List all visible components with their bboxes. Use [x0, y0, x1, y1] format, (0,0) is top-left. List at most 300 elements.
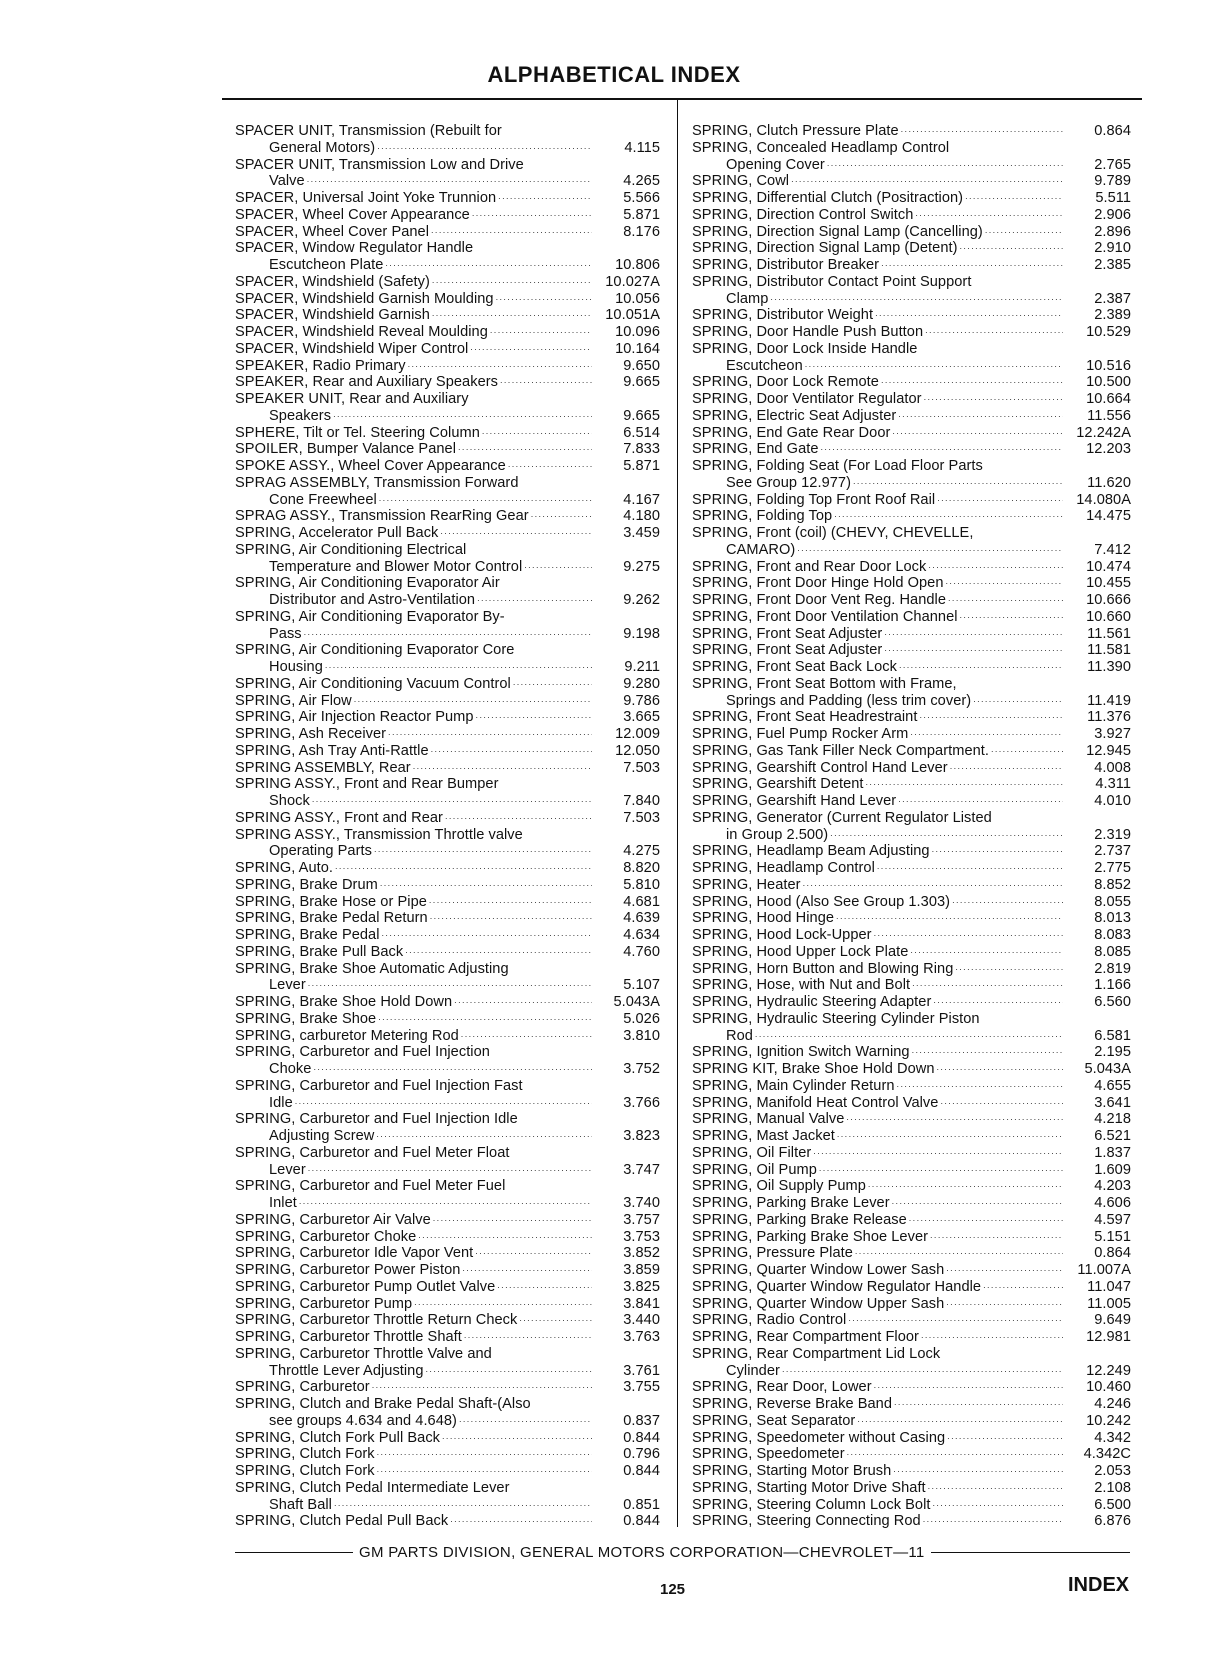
entry-number: 11.005	[1087, 1295, 1131, 1312]
index-entry	[235, 257, 660, 274]
leader-dots	[380, 877, 592, 892]
index-entry	[235, 1028, 660, 1045]
entry-text: SPRING, Carburetor and Fuel Injection Idle	[235, 1111, 518, 1128]
entry-number: 10.529	[1086, 324, 1131, 340]
leader-dots	[952, 894, 1063, 909]
index-entry	[692, 994, 1131, 1011]
index-entry	[235, 324, 660, 341]
leader-dots	[991, 743, 1063, 758]
entry-text: Throttle Lever Adjusting	[269, 1362, 424, 1379]
entry-number: 1.166	[1094, 977, 1131, 994]
index-entry	[692, 173, 1131, 190]
index-entry	[235, 877, 660, 894]
entry-number: 7.412	[1094, 541, 1131, 558]
entry-text: SPRING ASSY., Transmission Throttle valve	[235, 826, 523, 843]
leader-dots	[519, 1312, 592, 1327]
index-entry	[692, 1463, 1131, 1480]
entry-number: 7.503	[623, 809, 660, 826]
entry-text: SPRING, Brake Hose or Pipe	[235, 893, 427, 910]
index-entry	[235, 274, 660, 291]
leader-dots	[819, 1162, 1063, 1177]
entry-text: SPRING, Quarter Window Lower Sash	[692, 1262, 945, 1278]
index-entry	[235, 793, 660, 810]
leader-dots	[440, 525, 592, 540]
entry-number: 3.747	[623, 1161, 660, 1178]
entry-number: 3.852	[623, 1245, 660, 1262]
leader-dots	[866, 776, 1063, 791]
entry-text: Shock	[269, 793, 310, 809]
leader-dots	[379, 492, 592, 507]
entry-text: SPRING, Gearshift Control Hand Lever	[692, 759, 948, 776]
entry-text: Pass	[269, 625, 302, 642]
entry-number: 0.796	[623, 1446, 660, 1463]
entry-text: SPRING, Clutch Pedal Intermediate Lever	[235, 1479, 510, 1496]
entry-text: SPRING, Carburetor and Fuel Meter Fuel	[235, 1178, 506, 1195]
leader-dots	[497, 1279, 592, 1294]
entry-text: SPRING, Air Conditioning Evaporator Core	[235, 642, 515, 659]
leader-dots	[476, 709, 592, 724]
entry-text: SPRING, Gas Tank Filler Neck Compartment.	[692, 742, 989, 759]
leader-dots	[881, 374, 1063, 389]
entry-text: Temperature and Blower Motor Control	[269, 558, 523, 575]
entry-text: SPRING, Carburetor Power Piston	[235, 1262, 461, 1278]
entry-text: SPRING, Front Door Hinge Hold Open	[692, 575, 944, 592]
leader-dots	[490, 324, 592, 339]
leader-dots	[960, 609, 1063, 624]
leader-dots	[431, 743, 592, 758]
entry-number: 3.823	[623, 1128, 660, 1144]
entry-number: 2.319	[1094, 826, 1131, 843]
entry-number: 11.007A	[1077, 1262, 1131, 1278]
entry-number: 1.837	[1094, 1144, 1131, 1161]
index-entry	[692, 1178, 1131, 1195]
index-entry	[692, 1413, 1131, 1430]
entry-text: SPRING, Headlamp Beam Adjusting	[692, 843, 930, 860]
entry-text: SPRING, Front Seat Adjuster	[692, 642, 883, 659]
title-rule	[222, 98, 1142, 100]
entry-text: SPRING, Hydraulic Steering Cylinder Piston	[692, 1010, 980, 1027]
leader-dots	[433, 1212, 592, 1227]
index-entry	[235, 1296, 660, 1313]
leader-dots	[500, 374, 592, 389]
leader-dots	[855, 1245, 1063, 1260]
index-entry	[235, 609, 660, 626]
leader-dots	[531, 508, 592, 523]
index-entry	[692, 391, 1131, 408]
leader-dots	[472, 207, 592, 222]
index-entry	[692, 743, 1131, 760]
entry-number: 2.108	[1094, 1479, 1131, 1496]
entry-number: 5.511	[1095, 190, 1131, 206]
entry-number: 1.609	[1094, 1161, 1131, 1178]
leader-dots	[898, 793, 1063, 808]
leader-dots	[304, 626, 592, 641]
index-entry	[235, 559, 660, 576]
entry-text: SPRING, Carburetor Throttle Return Check	[235, 1312, 518, 1329]
entry-text: Speakers	[269, 407, 332, 424]
index-entry	[235, 1396, 660, 1413]
entry-number: 3.665	[623, 709, 660, 726]
index-entry	[692, 1480, 1131, 1497]
entry-number: 10.806	[615, 257, 660, 273]
leader-dots	[950, 760, 1063, 775]
entry-text: SPRING, Steering Column Lock Bolt	[692, 1496, 931, 1513]
entry-text: SPRING, Front Door Vent Reg. Handle	[692, 592, 947, 608]
index-entry	[235, 1111, 660, 1128]
entry-text: Choke	[269, 1061, 312, 1077]
index-entry	[235, 860, 660, 877]
entry-text: SPRING, Quarter Window Upper Sash	[692, 1295, 945, 1312]
entry-text: SPRING, Front (coil) (CHEVY, CHEVELLE,	[692, 525, 974, 541]
entry-text: SPRING, Air Conditioning Electrical	[235, 541, 467, 558]
index-entry	[692, 458, 1131, 475]
entry-text: SPRING, Door Handle Push Button	[692, 324, 924, 340]
index-entry	[692, 676, 1131, 693]
entry-number: 2.195	[1094, 1044, 1131, 1061]
entry-text: SPACER, Windshield Garnish	[235, 307, 430, 324]
index-entry	[235, 123, 660, 140]
entry-number: 5.151	[1094, 1228, 1131, 1245]
index-entry	[235, 1480, 660, 1497]
entry-number: 12.249	[1086, 1362, 1131, 1379]
entry-text: Housing	[269, 659, 323, 675]
leader-dots	[308, 977, 592, 992]
leader-dots	[413, 760, 592, 775]
leader-dots	[313, 1061, 592, 1076]
index-entry	[235, 810, 660, 827]
leader-dots	[462, 1262, 592, 1277]
leader-dots	[884, 626, 1063, 641]
entry-number: 3.761	[623, 1362, 660, 1379]
entry-number: 4.311	[1095, 776, 1131, 793]
entry-text: SPRING, Electric Seat Adjuster	[692, 407, 897, 424]
index-entry	[692, 894, 1131, 911]
entry-number: 4.008	[1094, 759, 1131, 776]
entry-text: SPRING, Brake Pedal	[235, 927, 380, 943]
entry-text: SPRING, Generator (Current Regulator Listed	[692, 809, 992, 826]
entry-text: SPRING, Clutch Fork	[235, 1463, 375, 1479]
leader-dots	[830, 827, 1063, 842]
entry-text: SPRING, Radio Control	[692, 1312, 847, 1329]
index-entry	[235, 1312, 660, 1329]
index-entry	[235, 307, 660, 324]
entry-number: 10.027A	[605, 273, 660, 290]
index-entry	[692, 877, 1131, 894]
entry-number: 3.459	[623, 525, 660, 541]
index-entry	[235, 240, 660, 257]
entry-number: 10.164	[615, 340, 660, 357]
entry-number: 12.009	[615, 726, 660, 742]
column-divider	[677, 100, 678, 1527]
entry-number: 3.753	[623, 1228, 660, 1245]
index-entry	[235, 341, 660, 358]
leader-dots	[791, 173, 1063, 188]
entry-text: SPOKE ASSY., Wheel Cover Appearance	[235, 458, 506, 474]
leader-dots	[430, 910, 592, 925]
entry-number: 4.246	[1094, 1396, 1131, 1412]
entry-text: SPRING, Rear Door, Lower	[692, 1379, 872, 1396]
index-entry	[235, 1413, 660, 1430]
entry-number: 4.606	[1094, 1195, 1131, 1211]
index-entry	[235, 676, 660, 693]
entry-number: 4.275	[623, 843, 660, 860]
index-column-left	[235, 123, 660, 1530]
index-entry	[235, 224, 660, 241]
entry-number: 3.440	[623, 1312, 660, 1329]
index-entry	[235, 1044, 660, 1061]
page-title: ALPHABETICAL INDEX	[487, 62, 741, 87]
index-entry	[692, 324, 1131, 341]
entry-number: 11.620	[1087, 474, 1131, 491]
entry-text: SPRING ASSY., Front and Rear	[235, 809, 443, 826]
leader-dots	[973, 693, 1063, 708]
leader-dots	[454, 994, 592, 1009]
entry-text: SPRING, Hood Upper Lock Plate	[692, 943, 909, 960]
index-entry	[692, 1229, 1131, 1246]
index-entry	[235, 1061, 660, 1078]
entry-number: 3.641	[1094, 1094, 1131, 1111]
index-entry	[692, 760, 1131, 777]
index-entry	[235, 977, 660, 994]
entry-number: 9.649	[1094, 1312, 1131, 1329]
index-entry	[235, 1513, 660, 1530]
entry-text: Rod	[726, 1027, 753, 1044]
leader-dots	[893, 1463, 1063, 1478]
entry-text: SPRING, Brake Shoe Hold Down	[235, 994, 453, 1010]
leader-dots	[912, 1044, 1063, 1059]
leader-dots	[881, 257, 1063, 272]
entry-number: 5.871	[623, 458, 660, 474]
leader-dots	[910, 944, 1063, 959]
entry-number: 4.167	[623, 491, 660, 508]
entry-number: 2.906	[1094, 206, 1131, 223]
entry-text: SPRING, Quarter Window Regulator Handle	[692, 1278, 982, 1295]
entry-text: SPRING, Front and Rear Door Lock	[692, 558, 927, 575]
leader-dots	[385, 257, 592, 272]
leader-dots	[821, 441, 1063, 456]
entry-number: 0.864	[1094, 123, 1131, 139]
leader-dots	[919, 709, 1063, 724]
entry-number: 0.864	[1094, 1245, 1131, 1262]
index-entry	[235, 642, 660, 659]
entry-text: SPRING, Parking Brake Lever	[692, 1195, 890, 1211]
entry-number: 3.763	[623, 1329, 660, 1345]
entry-text: SPRING, Carburetor Choke	[235, 1228, 417, 1245]
entry-text: SPRING, Auto.	[235, 860, 333, 876]
index-entry	[235, 157, 660, 174]
entry-text: SPRING, Carburetor	[235, 1379, 370, 1396]
leader-dots	[374, 843, 592, 858]
index-entry	[692, 1061, 1131, 1078]
leader-dots	[928, 559, 1063, 574]
entry-text: SPRING, Air Conditioning Evaporator Air	[235, 575, 500, 592]
entry-number: 9.786	[623, 692, 660, 709]
entry-number: 3.927	[1094, 726, 1131, 742]
entry-number: 14.475	[1086, 508, 1131, 525]
entry-number: 0.844	[623, 1463, 660, 1479]
index-entry	[692, 1145, 1131, 1162]
entry-number: 2.765	[1094, 156, 1131, 173]
leader-dots	[937, 1061, 1064, 1076]
entry-text: SPRING, Gearshift Hand Lever	[692, 793, 897, 809]
entry-text: SPRING, Carburetor Pump Outlet Valve	[235, 1278, 496, 1295]
index-entry	[692, 1446, 1131, 1463]
entry-text: SPRING, Carburetor and Fuel Meter Float	[235, 1144, 510, 1161]
index-entry	[692, 793, 1131, 810]
index-entry	[235, 458, 660, 475]
entry-text: SPRING, Manual Valve	[692, 1111, 845, 1128]
entry-number: 8.820	[623, 860, 660, 876]
entry-number: 7.840	[623, 793, 660, 809]
entry-text: Inlet	[269, 1195, 297, 1211]
entry-number: 9.211	[624, 659, 660, 675]
leader-dots	[450, 1513, 592, 1528]
entry-number: 3.859	[623, 1262, 660, 1278]
index-entry	[692, 408, 1131, 425]
leader-dots	[376, 1128, 592, 1143]
index-entry	[692, 157, 1131, 174]
leader-dots	[912, 977, 1063, 992]
index-entry	[692, 1396, 1131, 1413]
leader-dots	[442, 1430, 592, 1445]
index-entry	[692, 1044, 1131, 1061]
leader-dots	[933, 994, 1063, 1009]
entry-text: SPRING, Mast Jacket	[692, 1128, 835, 1144]
entry-text: SPRING, Carburetor and Fuel Injection Fast	[235, 1077, 523, 1094]
leader-dots	[388, 726, 592, 741]
leader-dots	[312, 793, 592, 808]
leader-dots	[909, 1212, 1063, 1227]
leader-dots	[372, 1379, 592, 1394]
leader-dots	[932, 843, 1063, 858]
entry-number: 2.389	[1094, 307, 1131, 324]
leader-dots	[431, 224, 592, 239]
entry-number: 10.056	[615, 290, 660, 307]
index-entry	[235, 760, 660, 777]
entry-text: SPRING, Horn Button and Blowing Ring	[692, 960, 954, 977]
index-entry	[235, 358, 660, 375]
index-entry	[235, 207, 660, 224]
entry-text: SPRING, Accelerator Pull Back	[235, 525, 439, 541]
entry-text: SPACER UNIT, Transmission (Rebuilt for	[235, 123, 502, 139]
entry-number: 4.634	[623, 927, 660, 943]
index-entry	[235, 592, 660, 609]
entry-text: SPRING, Clutch Pedal Pull Back	[235, 1513, 449, 1530]
entry-number: 3.766	[623, 1094, 660, 1111]
entry-text: Escutcheon Plate	[269, 257, 384, 273]
leader-dots	[923, 1513, 1063, 1528]
leader-dots	[837, 1128, 1063, 1143]
index-entry	[235, 1430, 660, 1447]
leader-dots	[295, 1095, 592, 1110]
index-entry	[692, 441, 1131, 458]
entry-text: SPRING, Speedometer without Casing	[692, 1429, 946, 1446]
entry-text: SPRING, Rear Compartment Floor	[692, 1329, 919, 1345]
entry-number: 10.666	[1086, 592, 1131, 608]
index-entry	[235, 1229, 660, 1246]
entry-text: Opening Cover	[726, 156, 825, 173]
entry-text: SPRING, Cowl	[692, 173, 790, 190]
entry-number: 11.419	[1087, 692, 1131, 709]
leader-dots	[901, 123, 1063, 138]
leader-dots	[299, 1195, 592, 1210]
index-entry	[692, 475, 1131, 492]
entry-number: 8.055	[1094, 893, 1131, 910]
index-entry	[235, 743, 660, 760]
entry-text: SPRING ASSY., Front and Rear Bumper	[235, 776, 499, 793]
leader-dots	[377, 1463, 592, 1478]
index-entry	[692, 374, 1131, 391]
entry-text: SPRING, Carburetor Pump	[235, 1295, 413, 1312]
entry-number: 8.085	[1094, 943, 1131, 960]
leader-dots	[884, 642, 1063, 657]
entry-text: SPRING ASSEMBLY, Rear	[235, 759, 411, 776]
entry-number: 3.752	[623, 1061, 660, 1077]
footer-rule-left	[235, 1552, 353, 1553]
entry-number: 9.650	[623, 357, 660, 374]
index-entry	[692, 190, 1131, 207]
entry-number: 3.740	[623, 1195, 660, 1211]
entry-text: General Motors)	[269, 139, 376, 156]
entry-text: SPRING, Folding Top Front Roof Rail	[692, 491, 936, 508]
index-entry	[692, 1346, 1131, 1363]
entry-text: SPOILER, Bumper Valance Panel	[235, 441, 457, 458]
index-entry	[692, 542, 1131, 559]
entry-number: 2.775	[1094, 860, 1131, 876]
entry-text: SPRING, Fuel Pump Rocker Arm	[692, 726, 909, 742]
entry-text: SPACER, Windshield Wiper Control	[235, 340, 469, 357]
entry-number: 5.566	[623, 190, 660, 206]
index-entry	[692, 1262, 1131, 1279]
index-entry	[692, 1430, 1131, 1447]
leader-dots	[946, 575, 1063, 590]
leader-dots	[947, 1430, 1063, 1445]
entry-text: SPRING, Oil Pump	[692, 1161, 817, 1178]
entry-number: 9.789	[1094, 173, 1131, 190]
index-entry	[235, 1162, 660, 1179]
index-entry	[692, 1245, 1131, 1262]
entry-number: 10.455	[1086, 575, 1131, 592]
entry-number: 3.825	[623, 1278, 660, 1295]
entry-text: SPRING, Seat Separator	[692, 1412, 856, 1429]
leader-dots	[960, 240, 1064, 255]
leader-dots	[915, 207, 1063, 222]
entry-number: 3.755	[623, 1379, 660, 1396]
entry-number: 0.837	[623, 1412, 660, 1429]
leader-dots	[874, 1379, 1063, 1394]
index-entry	[692, 626, 1131, 643]
entry-number: 10.516	[1086, 357, 1131, 374]
index-entry	[692, 977, 1131, 994]
entry-text: Lever	[269, 1161, 306, 1178]
index-entry	[235, 140, 660, 157]
leader-dots	[461, 1028, 592, 1043]
index-entry	[235, 575, 660, 592]
entry-text: SPRING, Ash Tray Anti-Rattle	[235, 742, 429, 759]
entry-number: 7.833	[623, 441, 660, 458]
index-entry	[235, 475, 660, 492]
entry-text: SPRING, Door Ventilator Regulator	[692, 391, 922, 407]
entry-text: Springs and Padding (less trim cover)	[726, 692, 972, 709]
entry-number: 6.581	[1094, 1027, 1131, 1044]
index-entry	[692, 224, 1131, 241]
entry-text: SPRING, Carburetor and Fuel Injection	[235, 1044, 490, 1061]
entry-text: SPRING, Oil Filter	[692, 1144, 812, 1161]
entry-number: 11.390	[1087, 659, 1131, 675]
entry-number: 10.242	[1086, 1412, 1131, 1429]
entry-text: Idle	[269, 1094, 293, 1111]
entry-text: SPRING, Brake Pull Back	[235, 943, 404, 960]
